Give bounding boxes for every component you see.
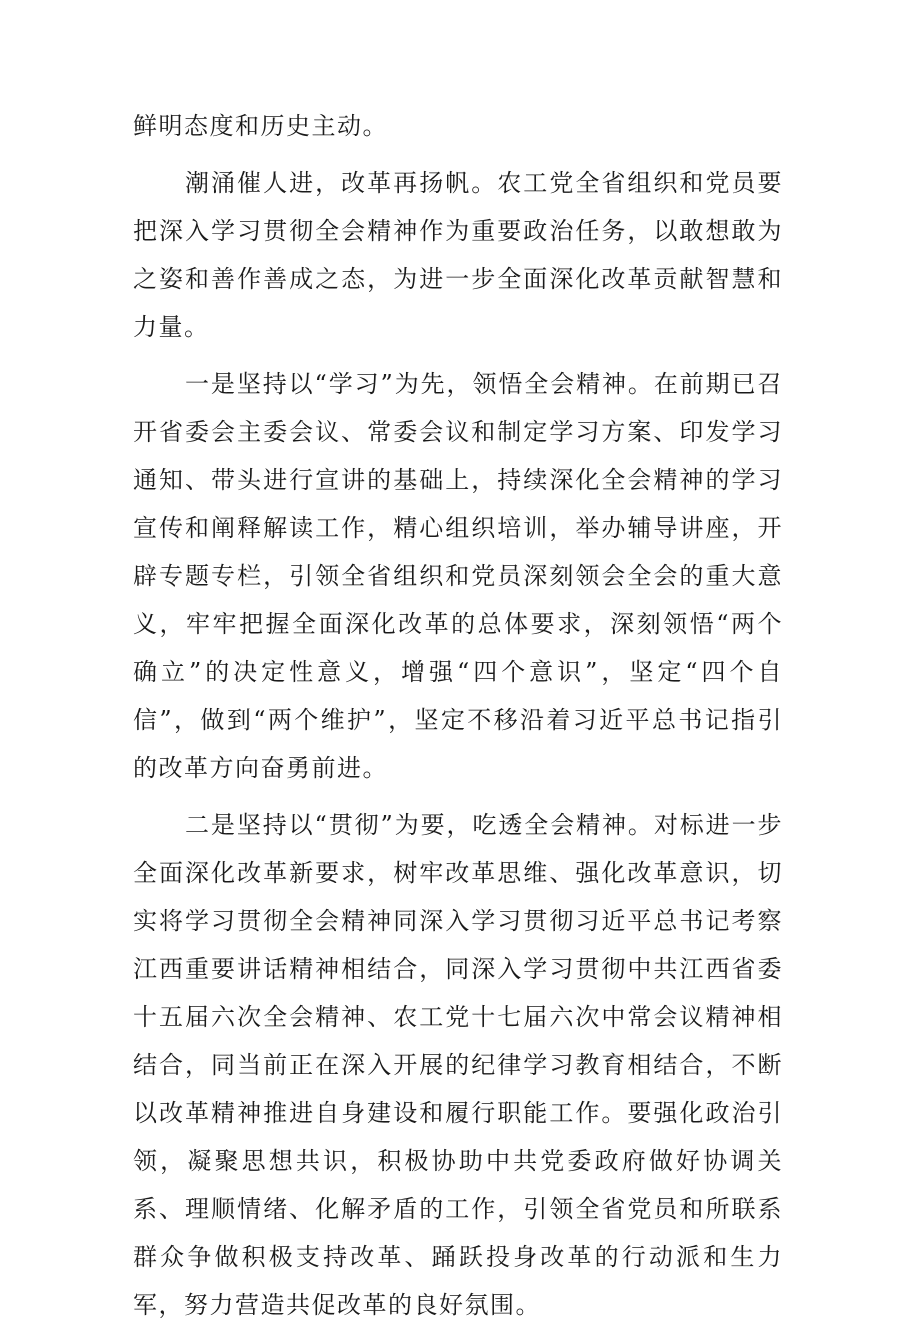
paragraph-continuation: 鲜明态度和历史主动。 [133,112,388,140]
document-body [133,102,783,1329]
paragraph-point-one-study: 一是坚持以“学习”为先，领悟全会精神。在前期已召开省委会主委会议、常委会议和制定学习方案、印发学习通知、带头进行宣讲的基础上，持续深化全会精神的学习宣传和阐释解读工作，精心组织培训，举办辅导讲座，开辟专题专栏，引领全省组织和党员深刻领会全会的重大意义，牢牢把握全面深化改革的总体要求，深刻领悟“两个确立”的决定性意义，增强“四个意识”，坚定“四个自信”，做到“两个维护”，坚定不移沿着习近平总书记指引的改革方向奋勇前进。 [133,370,783,782]
paragraph-point-two-implement: 二是坚持以“贯彻”为要，吃透全会精神。对标进一步全面深化改革新要求，树牢改革思维、强化改革意识，切实将学习贯彻全会精神同深入学习贯彻习近平总书记考察江西重要讲话精神相结合，同深入学习贯彻中共江西省委十五届六次全会精神、农工党十七届六次中常会议精神相结合，同当前正在深入开展的纪律学习教育相结合，不断以改革精神推进自身建设和履行职能工作。要强化政治引领，凝聚思想共识，积极协助中共党委政府做好协调关系、理顺情绪、化解矛盾的工作，引领全省党员和所联系群众争做积极支持改革、踊跃投身改革的行动派和生力军，努力营造共促改革的良好氛围。 [133,811,783,1319]
paragraph-reform-intro: 潮涌催人进，改革再扬帆。农工党全省组织和党员要把深入学习贯彻全会精神作为重要政治任务，以敢想敢为之姿和善作善成之态，为进一步全面深化改革贡献智慧和力量。 [133,169,783,341]
